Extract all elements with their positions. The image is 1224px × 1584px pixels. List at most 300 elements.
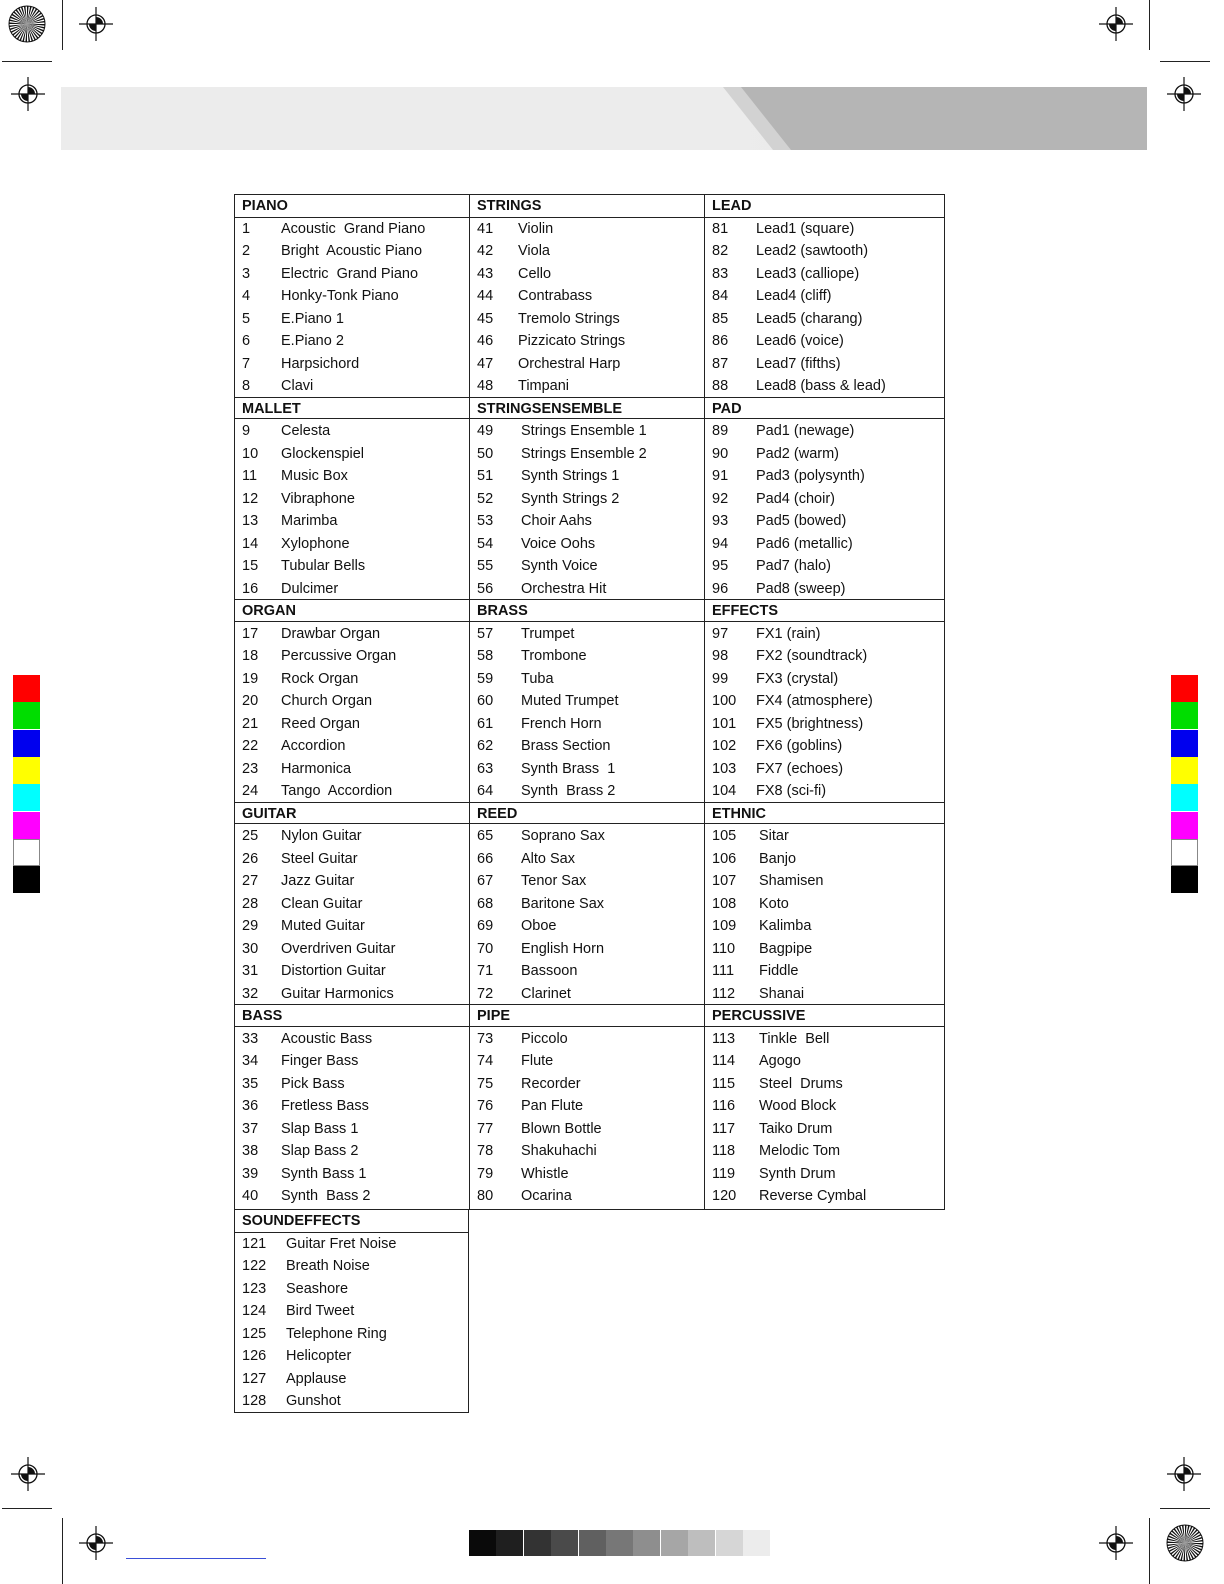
gray-scale-step xyxy=(496,1530,523,1556)
voice-row xyxy=(235,1185,470,1208)
category-header: ETHNIC xyxy=(705,802,944,825)
voice-row xyxy=(705,668,944,691)
starburst-target-icon xyxy=(1166,1524,1204,1562)
voice-row xyxy=(470,893,705,916)
voice-number: 33 xyxy=(242,1030,259,1047)
voice-row xyxy=(470,960,705,983)
voice-number: 34 xyxy=(242,1053,259,1069)
voice-name: Tuba xyxy=(521,670,554,687)
voice-row xyxy=(470,713,705,736)
voice-name: Viola xyxy=(518,243,550,259)
voice-row xyxy=(235,893,470,916)
voice-name: Banjo xyxy=(759,850,797,867)
voice-row xyxy=(470,488,705,511)
voice-row xyxy=(470,578,705,601)
voice-row xyxy=(470,420,705,443)
voice-number: 4 xyxy=(242,288,251,304)
voice-number: 78 xyxy=(477,1143,494,1159)
color-bar-swatch xyxy=(13,866,40,893)
voice-name: Agogo xyxy=(759,1053,801,1069)
voice-name: Breath Noise xyxy=(286,1258,370,1274)
voice-number: 41 xyxy=(477,220,494,237)
voice-name: Synth Bass 1 xyxy=(281,1165,367,1182)
voice-name: Gunshot xyxy=(286,1393,341,1409)
voice-name: Pad2 (warm) xyxy=(756,445,839,462)
voice-name: Synth Brass 1 xyxy=(521,760,616,777)
voice-number: 85 xyxy=(712,310,729,327)
voice-name: Taiko Drum xyxy=(759,1120,833,1137)
voice-row xyxy=(235,218,470,241)
voice-row xyxy=(705,578,944,601)
voice-number: 94 xyxy=(712,535,729,552)
voice-name: Shakuhachi xyxy=(521,1143,597,1159)
voice-row xyxy=(705,263,944,286)
voice-number: 6 xyxy=(242,333,251,349)
voice-number: 99 xyxy=(712,670,729,687)
voice-name: Pad5 (bowed) xyxy=(756,513,847,529)
voice-number: 68 xyxy=(477,895,494,912)
voice-number: 14 xyxy=(242,535,259,552)
color-bar-swatch xyxy=(1171,757,1198,784)
voice-number: 39 xyxy=(242,1165,259,1182)
registration-crosshair-icon xyxy=(11,77,45,111)
voice-number: 36 xyxy=(242,1098,259,1114)
category-header: GUITAR xyxy=(235,802,470,825)
voice-number: 16 xyxy=(242,580,259,597)
voice-row xyxy=(235,285,470,308)
voice-number: 115 xyxy=(712,1075,736,1092)
category-header: STRINGSENSEMBLE xyxy=(470,397,705,420)
voice-row xyxy=(235,938,470,961)
voice-name: Alto Sax xyxy=(521,850,575,867)
voice-number: 5 xyxy=(242,310,251,327)
voice-number: 69 xyxy=(477,918,494,934)
voice-name: Bassoon xyxy=(521,963,578,979)
voice-row xyxy=(705,1163,944,1186)
voice-row xyxy=(470,285,705,308)
voice-name: Nylon Guitar xyxy=(281,828,362,844)
voice-name: FX3 (crystal) xyxy=(756,670,839,687)
category-header: EFFECTS xyxy=(705,599,944,622)
voice-number: 25 xyxy=(242,828,259,844)
voice-row xyxy=(470,983,705,1006)
voice-number: 22 xyxy=(242,738,259,754)
voice-name: Voice Oohs xyxy=(521,535,596,552)
gray-scale-step xyxy=(633,1530,660,1556)
voice-column xyxy=(235,195,470,1209)
voice-name: Telephone Ring xyxy=(286,1325,387,1342)
voice-name: Sitar xyxy=(759,828,789,844)
voice-row xyxy=(705,420,944,443)
voice-name: Clean Guitar xyxy=(281,895,363,912)
voice-number: 60 xyxy=(477,693,494,709)
voice-name: Lead1 (square) xyxy=(756,220,855,237)
crop-mark-line xyxy=(62,1518,63,1584)
voice-number: 66 xyxy=(477,850,494,867)
voice-row xyxy=(470,353,705,376)
voice-row xyxy=(705,443,944,466)
voice-row xyxy=(705,353,944,376)
voice-row xyxy=(470,1163,705,1186)
voice-number: 9 xyxy=(242,423,251,439)
voice-row xyxy=(235,825,470,848)
voice-row xyxy=(470,1118,705,1141)
voice-row xyxy=(470,1028,705,1051)
voice-number: 26 xyxy=(242,850,259,867)
voice-number: 83 xyxy=(712,265,729,282)
voice-number: 46 xyxy=(477,333,494,349)
voice-name: Piccolo xyxy=(521,1030,568,1047)
voice-row xyxy=(705,1050,944,1073)
category-header: MALLET xyxy=(235,397,470,420)
voice-name: Wood Block xyxy=(759,1098,837,1114)
voice-name: Fiddle xyxy=(759,963,799,979)
voice-number: 106 xyxy=(712,850,737,867)
voice-row xyxy=(235,578,470,601)
voice-name: Percussive Organ xyxy=(281,648,397,664)
category-header: PIPE xyxy=(470,1004,705,1027)
voice-name: Tenor Sax xyxy=(521,873,587,889)
voice-row xyxy=(470,555,705,578)
voice-row xyxy=(235,623,470,646)
voice-row xyxy=(235,1118,470,1141)
voice-row xyxy=(470,780,705,803)
voice-name: Synth Strings 1 xyxy=(521,468,620,484)
voice-number: 105 xyxy=(712,828,737,844)
registration-crosshair-icon xyxy=(1099,1526,1133,1560)
category-header: BRASS xyxy=(470,599,705,622)
voice-name: Brass Section xyxy=(521,738,611,754)
voice-number: 77 xyxy=(477,1120,494,1137)
voice-name: Church Organ xyxy=(281,693,373,709)
gray-scale-step xyxy=(606,1530,633,1556)
voice-row xyxy=(705,1073,944,1096)
voice-number: 18 xyxy=(242,648,259,664)
voice-row xyxy=(235,308,470,331)
voice-number: 10 xyxy=(242,445,259,462)
voice-number: 96 xyxy=(712,580,729,597)
voice-number: 50 xyxy=(477,445,494,462)
voice-row xyxy=(705,555,944,578)
voice-number: 21 xyxy=(242,715,259,732)
voice-row xyxy=(235,1345,468,1368)
header-wedge xyxy=(61,87,1147,150)
gray-scale-step xyxy=(551,1530,578,1556)
category-header: SOUNDEFFECTS xyxy=(235,1210,468,1233)
voice-name: Strings Ensemble 2 xyxy=(521,445,647,462)
voice-number: 112 xyxy=(712,985,736,1002)
voice-name: Choir Aahs xyxy=(521,513,592,529)
voice-row xyxy=(235,735,470,758)
voice-row xyxy=(235,870,470,893)
starburst-target-icon xyxy=(8,5,46,43)
voice-row xyxy=(705,870,944,893)
voice-number: 124 xyxy=(242,1303,267,1319)
voice-number: 44 xyxy=(477,288,494,304)
voice-row xyxy=(470,915,705,938)
voice-name: Lead8 (bass & lead) xyxy=(756,378,886,394)
voice-row xyxy=(705,1118,944,1141)
voice-name: Shamisen xyxy=(759,873,824,889)
voice-number: 98 xyxy=(712,648,729,664)
voice-number: 58 xyxy=(477,648,494,664)
voice-row xyxy=(470,1095,705,1118)
voice-row xyxy=(705,623,944,646)
color-bar-swatch xyxy=(13,784,40,811)
voice-name: Clarinet xyxy=(521,985,571,1002)
voice-name: Electric Grand Piano xyxy=(281,265,419,282)
voice-row xyxy=(705,510,944,533)
voice-name: Tango Accordion xyxy=(281,783,393,799)
voice-number: 119 xyxy=(712,1165,736,1182)
voice-number: 95 xyxy=(712,558,729,574)
voice-row xyxy=(235,1255,468,1278)
voice-row xyxy=(705,735,944,758)
voice-name: Pan Flute xyxy=(521,1098,584,1114)
category-header: PAD xyxy=(705,397,944,420)
voice-row xyxy=(235,420,470,443)
voice-number: 74 xyxy=(477,1053,494,1069)
voice-row xyxy=(235,645,470,668)
crop-mark-line xyxy=(2,61,52,62)
gray-scale-step xyxy=(579,1530,606,1556)
voice-number: 80 xyxy=(477,1188,494,1204)
gray-scale-step xyxy=(743,1530,770,1556)
voice-number: 47 xyxy=(477,355,494,372)
voice-number: 73 xyxy=(477,1030,494,1047)
color-bar-swatch xyxy=(1171,730,1198,757)
voice-number: 108 xyxy=(712,895,737,912)
voice-number: 32 xyxy=(242,985,259,1002)
voice-row xyxy=(470,848,705,871)
voice-row xyxy=(235,1095,470,1118)
color-bar-swatch xyxy=(1171,866,1198,893)
voice-row xyxy=(470,1050,705,1073)
voice-name: Oboe xyxy=(521,918,557,934)
voice-name: FX8 (sci-fi) xyxy=(756,783,827,799)
voice-name: Xylophone xyxy=(281,535,350,552)
voice-number: 63 xyxy=(477,760,494,777)
voice-name: FX7 (echoes) xyxy=(756,760,844,777)
voice-number: 104 xyxy=(712,783,737,799)
voice-name: Dulcimer xyxy=(281,580,339,597)
voice-name: Harmonica xyxy=(281,760,352,777)
column-divider xyxy=(469,195,470,1209)
voice-name: Accordion xyxy=(281,738,346,754)
voice-row xyxy=(235,690,470,713)
voice-row xyxy=(235,555,470,578)
voice-row xyxy=(470,938,705,961)
voice-name: Lead2 (sawtooth) xyxy=(756,243,869,259)
voice-row xyxy=(470,668,705,691)
voice-number: 54 xyxy=(477,535,494,552)
voice-number: 127 xyxy=(242,1370,267,1387)
voice-name: Clavi xyxy=(281,378,314,394)
voice-number: 45 xyxy=(477,310,494,327)
voice-name: FX1 (rain) xyxy=(756,625,821,642)
voice-number: 59 xyxy=(477,670,494,687)
voice-row xyxy=(705,938,944,961)
voice-name: Steel Guitar xyxy=(281,850,358,867)
voice-number: 3 xyxy=(242,265,251,282)
voice-number: 38 xyxy=(242,1143,259,1159)
color-bar-swatch xyxy=(1171,839,1198,866)
voice-name: Melodic Tom xyxy=(759,1143,841,1159)
voice-row xyxy=(705,645,944,668)
voice-name: Drawbar Organ xyxy=(281,625,381,642)
voice-number: 118 xyxy=(712,1143,736,1159)
voice-name: Trombone xyxy=(521,648,587,664)
voice-name: Cello xyxy=(518,265,552,282)
voice-name: Applause xyxy=(286,1370,347,1387)
voice-number: 86 xyxy=(712,333,729,349)
voice-name: Slap Bass 1 xyxy=(281,1120,359,1137)
voice-number: 110 xyxy=(712,940,736,957)
voice-row xyxy=(470,623,705,646)
voice-list-table xyxy=(234,194,945,1210)
voice-number: 109 xyxy=(712,918,737,934)
voice-name: Synth Bass 2 xyxy=(281,1188,371,1204)
voice-number: 17 xyxy=(242,625,259,642)
voice-row xyxy=(235,713,470,736)
voice-row xyxy=(235,240,470,263)
category-header: BASS xyxy=(235,1004,470,1027)
voice-name: Bird Tweet xyxy=(286,1303,355,1319)
voice-name: Lead6 (voice) xyxy=(756,333,844,349)
voice-name: Steel Drums xyxy=(759,1075,843,1092)
voice-row xyxy=(705,825,944,848)
voice-name: Contrabass xyxy=(518,288,593,304)
voice-number: 43 xyxy=(477,265,494,282)
voice-number: 87 xyxy=(712,355,729,372)
voice-number: 51 xyxy=(477,468,494,484)
voice-name: Guitar Fret Noise xyxy=(286,1235,397,1252)
voice-row xyxy=(705,848,944,871)
voice-number: 28 xyxy=(242,895,259,912)
voice-row xyxy=(705,758,944,781)
voice-name: Helicopter xyxy=(286,1348,352,1364)
voice-name: Lead3 (calliope) xyxy=(756,265,860,282)
registration-crosshair-icon xyxy=(11,1457,45,1491)
voice-number: 48 xyxy=(477,378,494,394)
voice-name: Pad7 (halo) xyxy=(756,558,831,574)
voice-row xyxy=(705,1095,944,1118)
voice-row xyxy=(705,465,944,488)
voice-number: 126 xyxy=(242,1348,267,1364)
voice-column xyxy=(705,195,944,1209)
voice-number: 90 xyxy=(712,445,729,462)
voice-name: Synth Voice xyxy=(521,558,598,574)
voice-name: Orchestral Harp xyxy=(518,355,621,372)
voice-row xyxy=(235,848,470,871)
sound-effects-table xyxy=(234,1209,469,1413)
voice-number: 57 xyxy=(477,625,494,642)
voice-name: Pizzicato Strings xyxy=(518,333,626,349)
voice-name: Rock Organ xyxy=(281,670,359,687)
voice-row xyxy=(235,330,470,353)
voice-row xyxy=(705,983,944,1006)
voice-number: 61 xyxy=(477,715,494,732)
voice-number: 120 xyxy=(712,1188,737,1204)
voice-name: Orchestra Hit xyxy=(521,580,607,597)
registration-crosshair-icon xyxy=(1167,1457,1201,1491)
voice-row xyxy=(705,960,944,983)
crop-mark-line xyxy=(2,1508,52,1509)
registration-crosshair-icon xyxy=(1167,77,1201,111)
voice-number: 72 xyxy=(477,985,494,1002)
voice-number: 15 xyxy=(242,558,259,574)
voice-number: 65 xyxy=(477,828,494,844)
voice-row xyxy=(235,1050,470,1073)
voice-row xyxy=(235,1163,470,1186)
voice-number: 89 xyxy=(712,423,729,439)
voice-number: 107 xyxy=(712,873,737,889)
voice-name: Marimba xyxy=(281,513,338,529)
voice-name: Overdriven Guitar xyxy=(281,940,396,957)
voice-name: Slap Bass 2 xyxy=(281,1143,359,1159)
voice-number: 122 xyxy=(242,1258,267,1274)
crop-mark-line xyxy=(1149,0,1150,50)
voice-name: Pad8 (sweep) xyxy=(756,580,846,597)
voice-name: Reverse Cymbal xyxy=(759,1188,867,1204)
voice-number: 128 xyxy=(242,1393,267,1409)
voice-name: Bagpipe xyxy=(759,940,813,957)
voice-number: 93 xyxy=(712,513,729,529)
voice-row xyxy=(705,1028,944,1051)
voice-number: 70 xyxy=(477,940,494,957)
voice-row xyxy=(705,308,944,331)
voice-name: Lead4 (cliff) xyxy=(756,288,832,304)
voice-row xyxy=(235,1323,468,1346)
voice-column xyxy=(470,195,705,1209)
voice-name: Glockenspiel xyxy=(281,445,365,462)
voice-name: Music Box xyxy=(281,468,348,484)
color-bar-swatch xyxy=(13,675,40,702)
voice-name: Reed Organ xyxy=(281,715,360,732)
registration-crosshair-icon xyxy=(79,1526,113,1560)
voice-row xyxy=(470,465,705,488)
voice-row xyxy=(470,1073,705,1096)
voice-number: 49 xyxy=(477,423,494,439)
footer-rule xyxy=(126,1558,266,1559)
voice-number: 35 xyxy=(242,1075,259,1092)
voice-row xyxy=(470,510,705,533)
registration-crosshair-icon xyxy=(79,7,113,41)
voice-name: Pad3 (polysynth) xyxy=(756,468,865,484)
voice-name: Timpani xyxy=(518,378,570,394)
registration-crosshair-icon xyxy=(1099,7,1133,41)
voice-name: Synth Brass 2 xyxy=(521,783,616,799)
voice-number: 55 xyxy=(477,558,494,574)
voice-row xyxy=(235,1140,470,1163)
voice-number: 56 xyxy=(477,580,494,597)
voice-number: 97 xyxy=(712,625,729,642)
voice-number: 29 xyxy=(242,918,259,934)
voice-number: 12 xyxy=(242,490,259,507)
voice-name: Lead5 (charang) xyxy=(756,310,863,327)
voice-row xyxy=(470,263,705,286)
voice-row xyxy=(235,1368,468,1391)
voice-name: Vibraphone xyxy=(281,490,355,507)
voice-row xyxy=(470,375,705,398)
voice-number: 42 xyxy=(477,243,494,259)
voice-number: 103 xyxy=(712,760,737,777)
voice-number: 102 xyxy=(712,738,737,754)
header-wedge-dark xyxy=(741,87,1147,150)
voice-row xyxy=(235,1278,468,1301)
voice-row xyxy=(705,780,944,803)
voice-row xyxy=(705,893,944,916)
